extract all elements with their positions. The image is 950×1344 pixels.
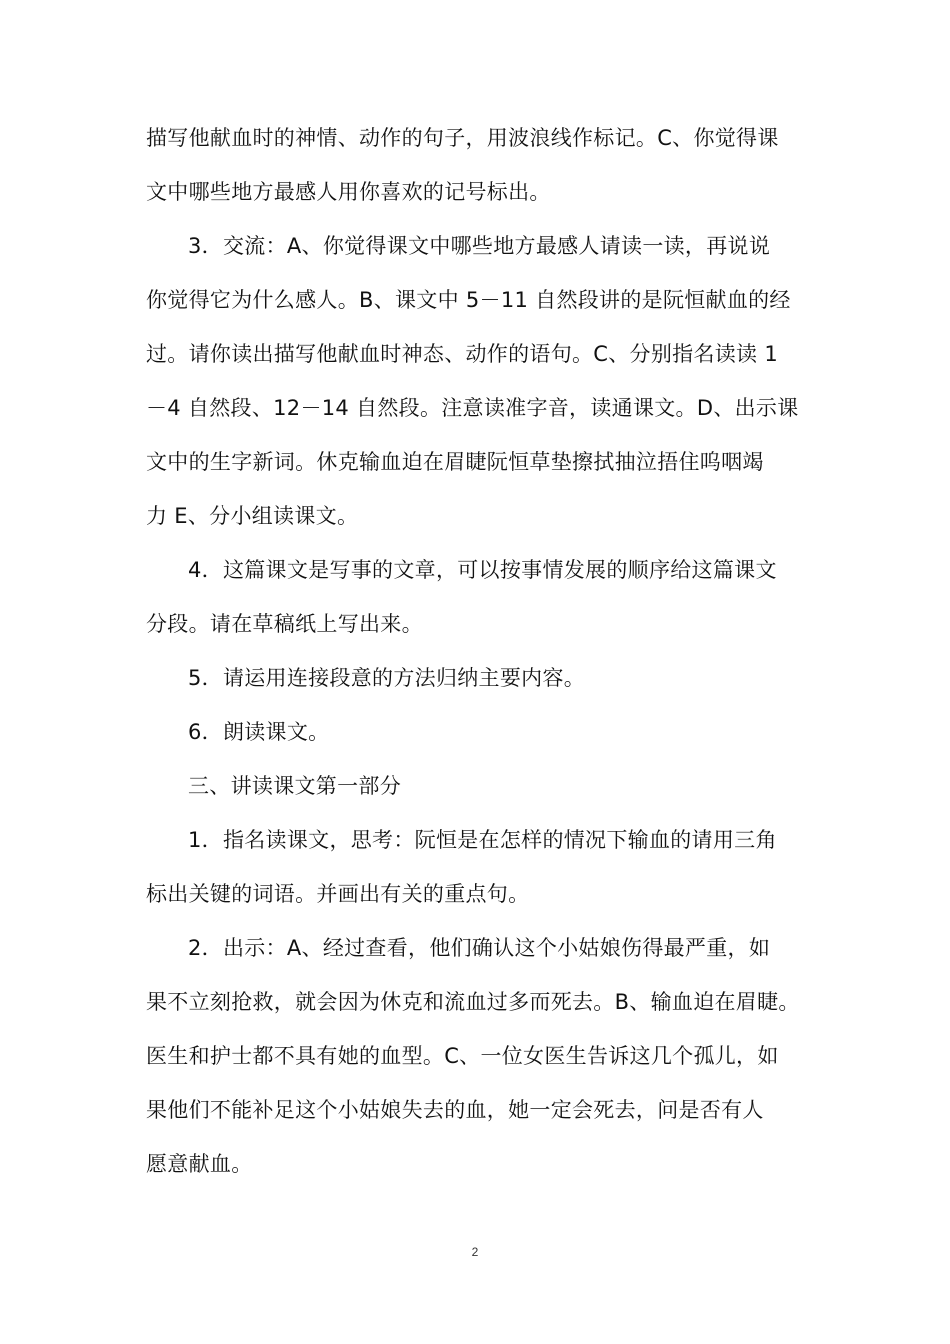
text-line: 1．指名读课文，思考：阮恒是在怎样的情况下输血的请用三角	[188, 828, 777, 852]
text-line: 3．交流：A、你觉得课文中哪些地方最感人请读一读，再说说	[188, 234, 771, 258]
text-line: 标出关键的词语。并画出有关的重点句。	[146, 882, 530, 906]
text-line: 力 E、分小组读课文。	[146, 504, 359, 528]
page-number: 2	[471, 1245, 479, 1259]
text-line: 果不立刻抢救，就会因为休克和流血过多而死去。B、输血迫在眉睫。	[146, 990, 800, 1014]
text-line: 医生和护士都不具有她的血型。C、一位女医生告诉这几个孤儿，如	[146, 1044, 779, 1068]
text-line: 5．请运用连接段意的方法归纳主要内容。	[188, 666, 586, 690]
text-line: 过。请你读出描写他献血时神态、动作的语句。C、分别指名读读 1	[146, 342, 778, 366]
text-line: 文中的生字新词。休克输血迫在眉睫阮恒草垫擦拭抽泣捂住呜咽竭	[146, 450, 764, 474]
text-line: 描写他献血时的神情、动作的句子，用波浪线作标记。C、你觉得课	[146, 126, 779, 150]
text-line: 6．朗读课文。	[188, 720, 330, 744]
text-line: 愿意献血。	[146, 1152, 253, 1176]
text-line: 分段。请在草稿纸上写出来。	[146, 612, 423, 636]
text-line: －4 自然段、12－14 自然段。注意读准字音，读通课文。D、出示课	[146, 396, 799, 420]
text-line: 2．出示：A、经过查看，他们确认这个小姑娘伤得最严重，如	[188, 936, 771, 960]
section-heading: 三、讲读课文第一部分	[188, 774, 401, 798]
text-line: 4．这篇课文是写事的文章，可以按事情发展的顺序给这篇课文	[188, 558, 777, 582]
text-line: 文中哪些地方最感人用你喜欢的记号标出。	[146, 180, 551, 204]
text-line: 果他们不能补足这个小姑娘失去的血，她一定会死去，问是否有人	[146, 1098, 764, 1122]
text-line: 你觉得它为什么感人。B、课文中 5－11 自然段讲的是阮恒献血的经	[146, 288, 791, 312]
